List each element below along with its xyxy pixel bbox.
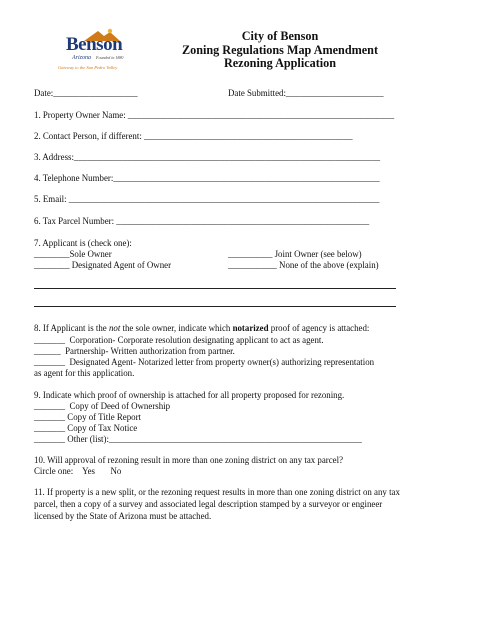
title-line-1: City of Benson — [241, 29, 319, 43]
logo-wordmark: Benson — [66, 34, 123, 55]
ownership-heading: 9. Indicate which proof of ownership is attached for all property proposed for rezoning. — [34, 390, 345, 400]
designated-agent-option[interactable]: ________ Designated Agent of Owner — [34, 260, 172, 270]
tax-parcel-field[interactable]: 6. Tax Parcel Number: _________________________________________________________ — [34, 216, 370, 226]
deed-option[interactable]: _______ Copy of Deed of Ownership — [34, 401, 171, 411]
q11-line-1: 11. If property is a new split, or the rezoning request results in more than one zoning district on any tax — [34, 487, 400, 497]
explain-line-2[interactable] — [34, 306, 396, 307]
q10-circle-row — [34, 466, 121, 476]
none-option[interactable]: ___________ None of the above (explain) — [228, 260, 379, 270]
logo-founded: Founded in 1880 — [96, 55, 124, 60]
agency-q-notarized: notarized — [232, 323, 269, 333]
agency-q-pre: 8. If Applicant is the — [34, 323, 109, 333]
circle-one-label: Circle one: — [34, 466, 74, 476]
corporation-option[interactable]: _______ Corporation- Corporate resolution designating applicant to act as agent. — [34, 335, 324, 345]
q11-line-2: parcel, then a copy of a survey and associated legal description stamped by a surveyor or engineer — [34, 499, 383, 509]
yes-option[interactable]: Yes — [82, 466, 95, 476]
title-line-3: Rezoning Application — [223, 56, 337, 70]
title-line-2: Zoning Regulations Map Amendment — [181, 42, 379, 57]
no-option[interactable]: No — [110, 466, 122, 476]
explain-line-1[interactable] — [34, 288, 396, 289]
email-field[interactable]: 5. Email: ______________________________________________________________________ — [34, 194, 380, 204]
telephone-field[interactable]: 4. Telephone Number:____________________________________________________________ — [34, 173, 380, 183]
agent-letter-option[interactable]: _______ Designated Agent- Notarized letter from property owner(s) authorizing representation — [34, 357, 375, 367]
agency-q-post: proof of agency is attached: — [268, 323, 370, 333]
other-option[interactable]: _______ Other (list):_________________________________________________________ — [34, 434, 362, 444]
agency-q-mid: the sole owner, indicate which — [120, 323, 233, 333]
agent-letter-continued: as agent for this application. — [34, 368, 135, 378]
joint-owner-option[interactable]: __________ Joint Owner (see below) — [228, 249, 362, 259]
date-field[interactable]: Date:___________________ — [34, 88, 138, 98]
agency-question — [34, 323, 369, 333]
address-field[interactable]: 3. Address:_____________________________________________________________________ — [34, 152, 381, 162]
sole-owner-option[interactable]: ________Sole Owner — [34, 249, 112, 259]
page-title — [180, 30, 380, 71]
property-owner-field[interactable]: 1. Property Owner Name: ____________________________________________________________ — [34, 110, 395, 120]
applicant-heading: 7. Applicant is (check one): — [34, 238, 132, 248]
title-report-option[interactable]: _______ Copy of Title Report — [34, 412, 142, 422]
q10-text: 10. Will approval of rezoning result in more than one zoning district on any tax parcel? — [34, 455, 344, 465]
partnership-option[interactable]: ______ Partnership- Written authorization from partner. — [34, 346, 235, 356]
city-logo — [58, 28, 140, 72]
q11-line-3: licensed by the State of Arizona must be attached. — [34, 511, 212, 521]
tax-notice-option[interactable]: _______ Copy of Tax Notice — [34, 423, 138, 433]
logo-tagline: Gateway to the San Pedro Valley — [58, 65, 118, 70]
contact-person-field[interactable]: 2. Contact Person, if different: _______________________________________________ — [34, 131, 353, 141]
agency-q-not: not — [108, 323, 121, 333]
date-submitted-field[interactable]: Date Submitted:______________________ — [228, 88, 384, 98]
logo-sub: Arizona — [72, 55, 92, 61]
